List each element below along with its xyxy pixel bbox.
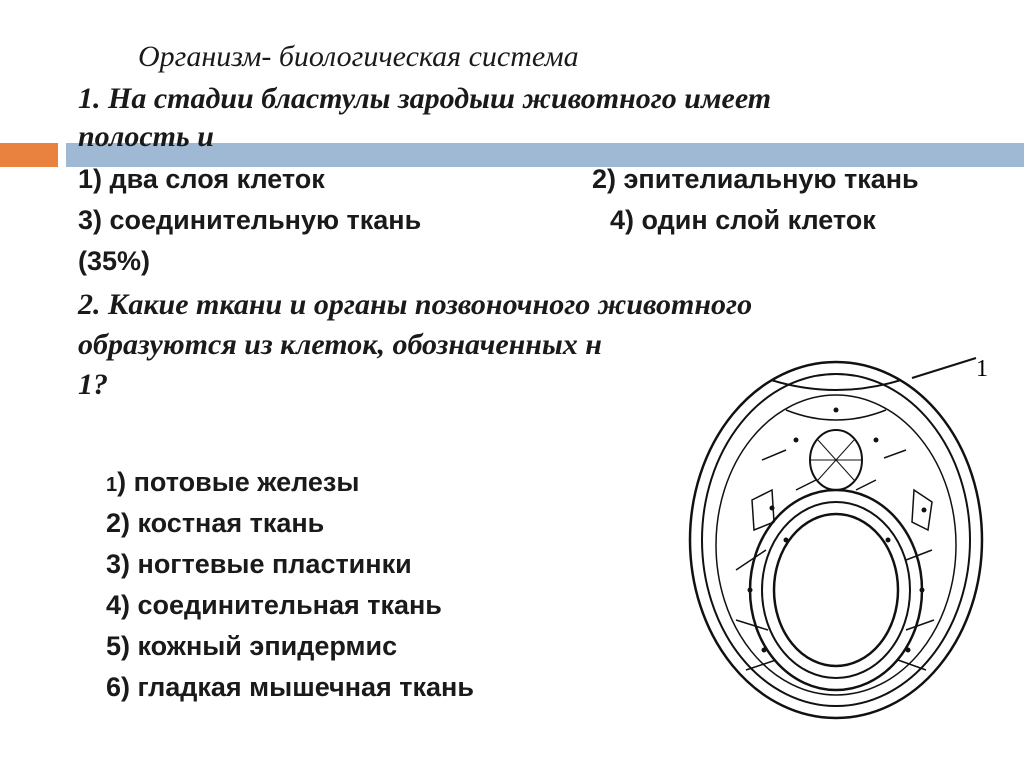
answer-item: 4) соединительная ткань [106,590,442,620]
answer-item [106,462,474,503]
answer-item: 5) кожный эпидермис [106,631,398,661]
option-2: 2) эпителиальную ткань [592,164,919,194]
answer-1-text: ) потовые железы [117,467,360,497]
accent-bar-orange [0,143,58,167]
question-1-line-1: 1. На стадии бластулы зародыш животного имеет [78,82,772,115]
embryo-cross-section-diagram [676,340,1024,740]
answer-list [106,462,474,708]
option-4: 4) один слой клеток [610,205,876,235]
answer-item: 6) гладкая мышечная ткань [106,672,474,702]
percent-note: (35%) [78,246,151,276]
option-3: 3) соединительную ткань [78,205,422,235]
question-2-line-2: образуются из клеток, обозначенных н [78,328,602,361]
question-1-line-2: полость и [78,120,214,153]
question-2-line-1: 2. Какие ткани и органы позвоночного животного [78,288,753,321]
answer-item: 3) ногтевые пластинки [106,549,412,579]
slide-title: Организм- биологическая система [138,40,579,73]
answer-item: 2) костная ткань [106,508,325,538]
question-2-line-3: 1? [78,368,108,401]
option-1: 1) два слоя клеток [78,164,325,194]
figure-label: 1 [976,356,988,382]
answer-1-number: 1 [106,474,118,496]
